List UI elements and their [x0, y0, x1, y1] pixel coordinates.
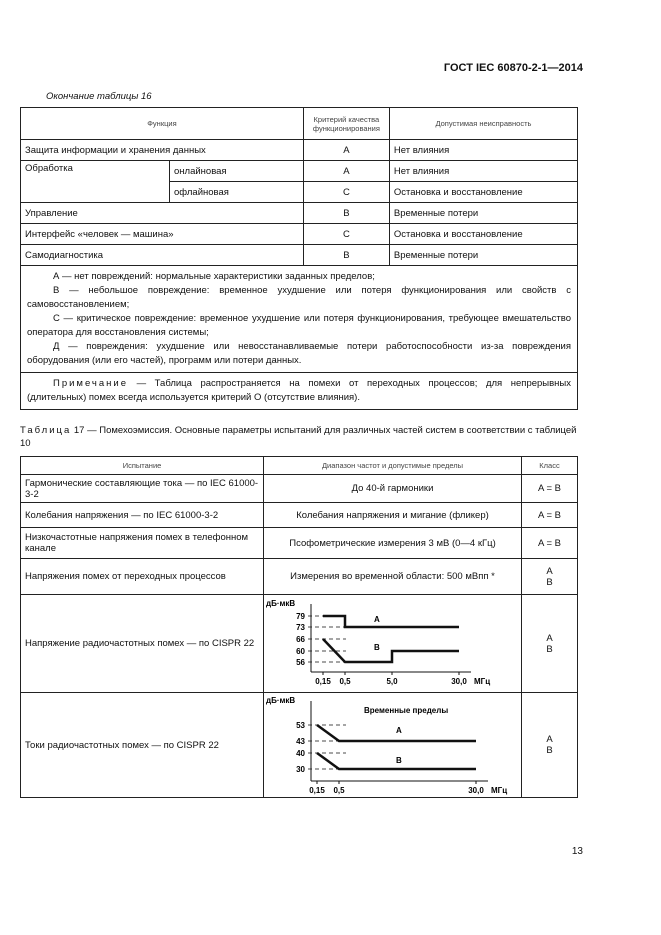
table-row	[21, 528, 578, 559]
table-row	[21, 203, 578, 224]
cell: Остановка и восстановление	[389, 182, 577, 203]
cell: Гармонические составляющие тока — по IEC 61000-3-2	[21, 475, 264, 503]
x-tick-label: 0,15	[309, 786, 325, 795]
caption-label: Таблица	[20, 425, 72, 436]
y-tick-label: 53	[296, 721, 305, 730]
series-label: B	[396, 756, 402, 765]
x-tick-label: 0,5	[339, 676, 351, 686]
table-17	[20, 456, 578, 798]
cell: Нет влияния	[389, 161, 577, 182]
x-tick-label: 0,15	[315, 676, 331, 686]
legend-item: В — небольшое повреждение: временное ухудшение или потеря функционирования или свойств с самовосстановлением;	[27, 285, 571, 310]
table-row	[21, 559, 578, 595]
legend-row	[21, 266, 578, 373]
chart-voltage-limits	[264, 596, 520, 692]
cell: Временные потери	[389, 245, 577, 266]
y-tick-label: 56	[296, 657, 305, 667]
cell: C	[303, 182, 389, 203]
y-tick-label: 43	[296, 737, 305, 746]
col-header: Диапазон частот и допустимые пределы	[264, 457, 522, 475]
y-tick-label: 30	[296, 765, 305, 774]
series-label: A	[396, 726, 402, 735]
cell: Псофометрические измерения 3 мВ (0—4 кГц)	[264, 528, 522, 559]
table16-caption: Окончание таблицы 16	[46, 91, 152, 102]
y-tick-label: 73	[296, 622, 305, 632]
cell: онлайновая	[170, 161, 304, 182]
table-row	[21, 693, 578, 798]
table-row	[21, 595, 578, 693]
cell: Напряжения помех от переходных процессов	[21, 559, 264, 595]
cell: A = B	[522, 528, 578, 559]
col-header: Допустимая неисправность	[389, 108, 577, 140]
cell: A = B	[522, 503, 578, 528]
series-label: B	[374, 642, 380, 652]
cell: Самодиагностика	[21, 245, 304, 266]
cell: Токи радиочастотных помех — по CISPR 22	[21, 693, 264, 798]
y-tick-label: 79	[296, 611, 305, 621]
page-number: 13	[571, 846, 583, 857]
col-header: Функция	[21, 108, 304, 140]
cell: офлайновая	[170, 182, 304, 203]
cell: A B	[522, 559, 578, 595]
chart-annotation: Временные пределы	[364, 706, 449, 715]
cell: B	[303, 203, 389, 224]
cell: Колебания напряжения — по IEC 61000-3-2	[21, 503, 264, 528]
y-tick-label: 40	[296, 749, 305, 758]
x-tick-label: 30,0	[468, 786, 484, 795]
content	[20, 90, 578, 798]
cell: Нет влияния	[389, 140, 577, 161]
x-unit-label: МГц	[491, 786, 508, 795]
legend-item: А — нет повреждений: нормальные характеристики заданных пределов;	[53, 271, 375, 282]
y-axis-label: дБ·мкВ	[266, 696, 296, 705]
table-16	[20, 107, 578, 410]
y-tick-label: 66	[296, 634, 305, 644]
table-row	[21, 224, 578, 245]
document-header: ГОСТ IEC 60870-2-1—2014	[443, 62, 583, 74]
series-line-B	[323, 639, 459, 662]
table-row	[21, 475, 578, 503]
x-tick-label: 30,0	[451, 676, 467, 686]
cell: Защита информации и хранения данных	[21, 140, 304, 161]
legend-item: С — критическое повреждение: временное ухудшение или потеря функционирования, требующее вмешательство оператора для восстановления системы;	[27, 313, 571, 338]
series-line-A	[323, 616, 459, 627]
table-row	[21, 161, 578, 182]
caption-text: 17 — Помехоэмиссия. Основные параметры испытаний для различных частей систем в соответствии с таблицей 10	[20, 425, 577, 449]
table-row	[21, 503, 578, 528]
cell: Напряжение радиочастотных помех — по CISPR 22	[21, 595, 264, 693]
x-unit-label: МГц	[474, 676, 491, 686]
cell: Остановка и восстановление	[389, 224, 577, 245]
note-row	[21, 373, 578, 410]
col-header: Испытание	[21, 457, 264, 475]
cell: До 40-й гармоники	[264, 475, 522, 503]
legend-item: Д — повреждения: ухудшение или невосстанавливаемые потери работоспособности из-за повреждения оборудования (или его частей), программ или потери данных.	[27, 341, 571, 366]
cell: Управление	[21, 203, 304, 224]
col-header: Критерий качества функционирования	[303, 108, 389, 140]
note-label: Примечание	[53, 378, 128, 389]
cell: Интерфейс «человек — машина»	[21, 224, 304, 245]
table-row	[21, 140, 578, 161]
cell: Временные потери	[389, 203, 577, 224]
y-tick-label: 60	[296, 646, 305, 656]
table17-caption	[20, 424, 578, 450]
y-axis-label: дБ·мкВ	[266, 598, 296, 608]
cell: A = B	[522, 475, 578, 503]
cell: Обработка	[21, 161, 170, 203]
chart-current-limits	[264, 693, 520, 797]
cell: C	[303, 224, 389, 245]
series-label: A	[374, 614, 380, 624]
cell: Измерения во временной области: 500 мВпп *	[264, 559, 522, 595]
cell: B	[303, 245, 389, 266]
col-header: Класс	[522, 457, 578, 475]
x-tick-label: 0,5	[333, 786, 345, 795]
table-row	[21, 245, 578, 266]
x-tick-label: 5,0	[386, 676, 398, 686]
cell: A B	[522, 595, 578, 693]
cell: Колебания напряжения и мигание (фликер)	[264, 503, 522, 528]
cell: Низкочастотные напряжения помех в телефонном канале	[21, 528, 264, 559]
cell: A	[303, 140, 389, 161]
cell: A	[303, 161, 389, 182]
cell: A B	[522, 693, 578, 798]
note-text: — Таблица распространяется на помехи от переходных процессов; для непрерывных (длительных) помех всегда используется критерий О (отсутствие влияния).	[27, 378, 571, 403]
